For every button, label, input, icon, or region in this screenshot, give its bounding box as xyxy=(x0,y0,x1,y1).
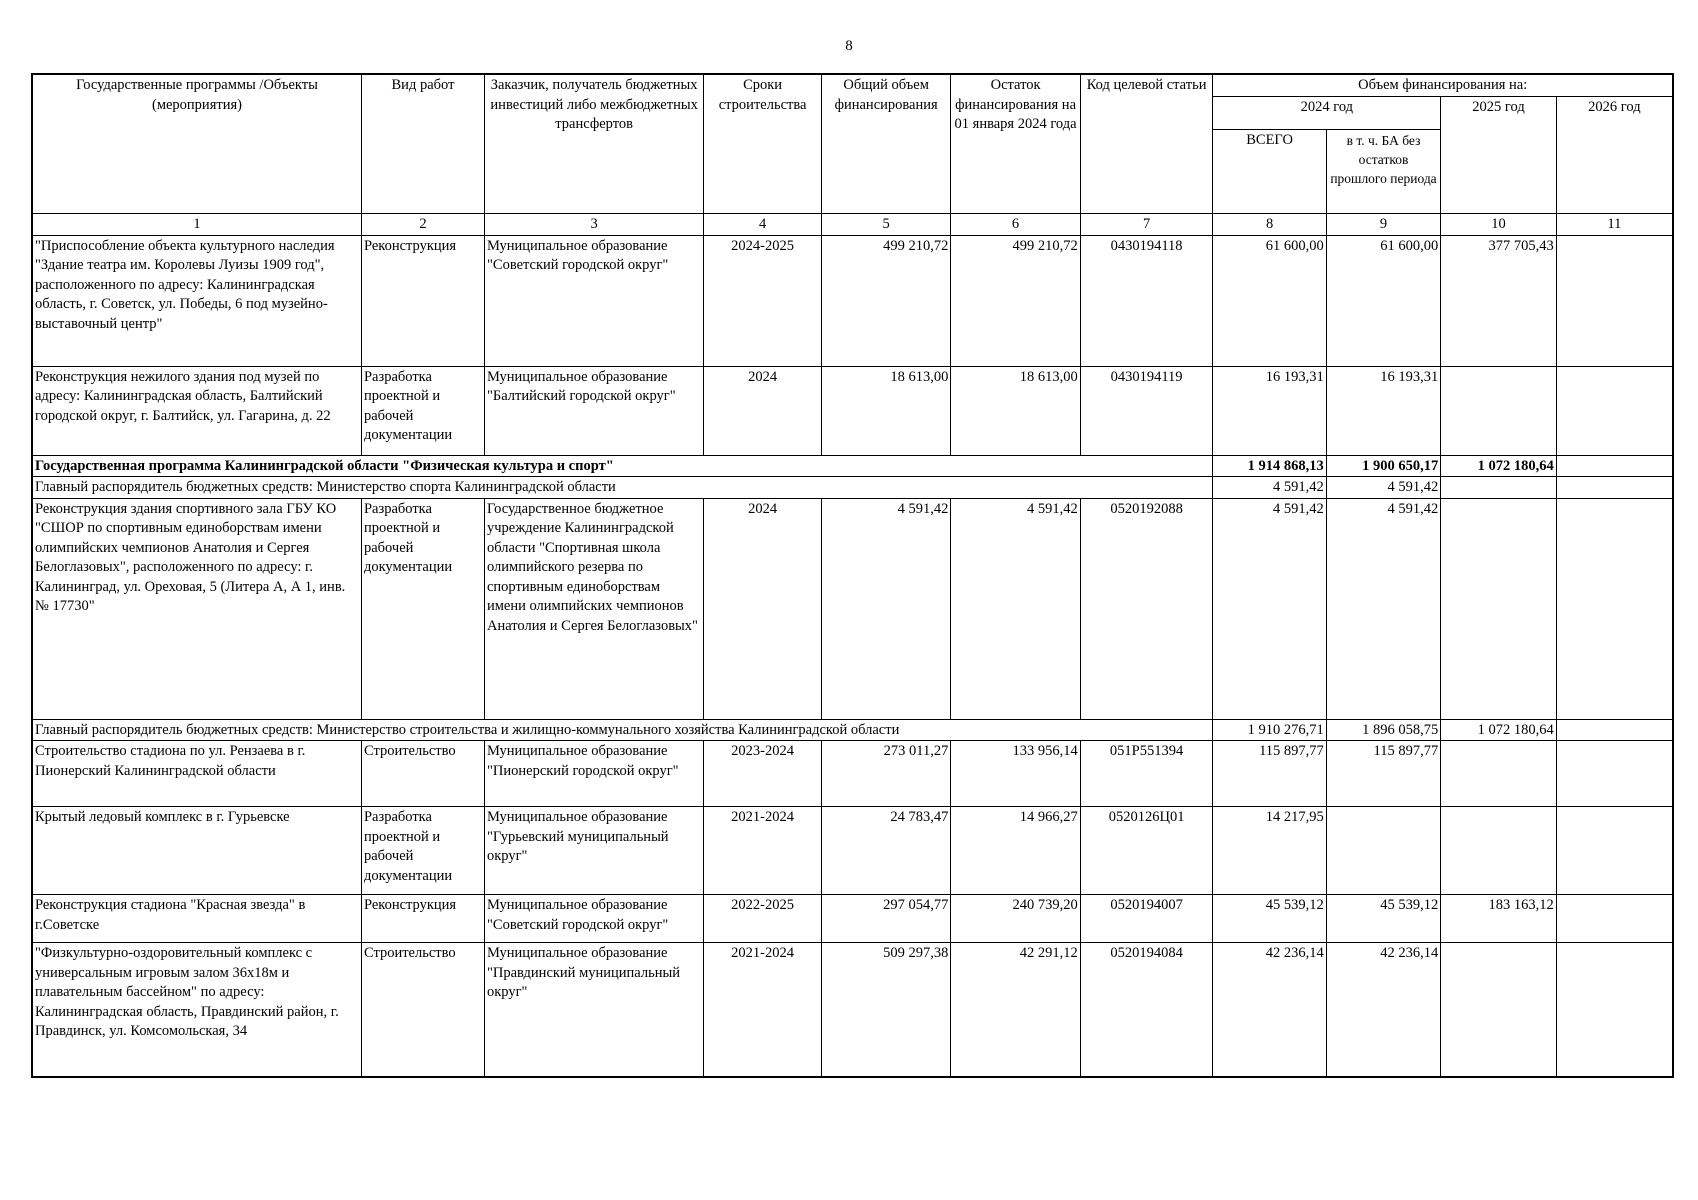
target-code: 0430194118 xyxy=(1080,235,1213,366)
header-total-2024: ВСЕГО xyxy=(1213,129,1326,213)
header-target-code: Код целевой статьи xyxy=(1080,74,1213,213)
total-financing: 297 054,77 xyxy=(821,895,950,943)
total-2024: 42 236,14 xyxy=(1213,943,1326,1077)
value-2025 xyxy=(1441,741,1557,807)
col-number: 10 xyxy=(1441,213,1557,235)
value-2026 xyxy=(1556,498,1673,719)
group-total-2024: 4 591,42 xyxy=(1213,477,1326,499)
value-2026 xyxy=(1556,895,1673,943)
table-row xyxy=(32,235,1673,366)
customer: Муниципальное образование "Гурьевский муниципальный округ" xyxy=(484,807,703,895)
construction-term: 2021-2024 xyxy=(704,943,822,1077)
remaining-financing: 499 210,72 xyxy=(951,235,1080,366)
value-2025 xyxy=(1441,943,1557,1077)
budget-holder-row xyxy=(32,719,1673,741)
group-value-2025: 1 072 180,64 xyxy=(1441,719,1557,741)
col-number: 9 xyxy=(1326,213,1440,235)
header-remaining-financing: Остаток финансирования на 01 января 2024 года xyxy=(951,74,1080,213)
remaining-financing: 4 591,42 xyxy=(951,498,1080,719)
remaining-financing: 14 966,27 xyxy=(951,807,1080,895)
value-2025 xyxy=(1441,498,1557,719)
col-number: 4 xyxy=(704,213,822,235)
table-row xyxy=(32,895,1673,943)
remaining-financing: 240 739,20 xyxy=(951,895,1080,943)
work-type: Реконструкция xyxy=(361,895,484,943)
ba-2024: 115 897,77 xyxy=(1326,741,1440,807)
target-code: 0520126Ц01 xyxy=(1080,807,1213,895)
col-number: 5 xyxy=(821,213,950,235)
object-name: Реконструкция здания спортивного зала ГБУ КО "СШОР по спортивным единоборствам имени олимпийских чемпионов Анатолия и Сергея Белоглазовых", расположенного по адресу: г. Калининград, ул. Ореховая, 5 (Литера А, А 1, инв. № 17730" xyxy=(32,498,361,719)
ba-2024: 4 591,42 xyxy=(1326,498,1440,719)
total-financing: 509 297,38 xyxy=(821,943,950,1077)
target-code: 051P551394 xyxy=(1080,741,1213,807)
column-numbers-row xyxy=(32,213,1673,235)
total-2024: 4 591,42 xyxy=(1213,498,1326,719)
total-2024: 115 897,77 xyxy=(1213,741,1326,807)
program-ba-2024: 1 900 650,17 xyxy=(1326,455,1440,477)
header-programs: Государственные программы /Объекты (мероприятия) xyxy=(32,74,361,213)
total-2024: 14 217,95 xyxy=(1213,807,1326,895)
col-number: 8 xyxy=(1213,213,1326,235)
work-type: Разработка проектной и рабочей документации xyxy=(361,807,484,895)
total-financing: 499 210,72 xyxy=(821,235,950,366)
value-2026 xyxy=(1556,807,1673,895)
total-financing: 4 591,42 xyxy=(821,498,950,719)
value-2025 xyxy=(1441,366,1557,455)
group-ba-2024: 1 896 058,75 xyxy=(1326,719,1440,741)
header-customer: Заказчик, получатель бюджетных инвестиций либо межбюджетных трансфертов xyxy=(484,74,703,213)
group-total-2024: 1 910 276,71 xyxy=(1213,719,1326,741)
col-number: 1 xyxy=(32,213,361,235)
total-2024: 45 539,12 xyxy=(1213,895,1326,943)
object-name: "Приспособление объекта культурного наследия "Здание театра им. Королевы Луизы 1909 год", расположенного по адресу: Калининградская область, г. Советск, ул. Победы, 6 под музейно-выставочный центр" xyxy=(32,235,361,366)
total-financing: 273 011,27 xyxy=(821,741,950,807)
group-value-2026 xyxy=(1556,477,1673,499)
header-year-2026: 2026 год xyxy=(1556,96,1673,213)
table-row xyxy=(32,498,1673,719)
construction-term: 2023-2024 xyxy=(704,741,822,807)
budget-holder-label: Главный распорядитель бюджетных средств: Министерство строительства и жилищно-коммунального хозяйства Калининградской области xyxy=(32,719,1213,741)
customer: Муниципальное образование "Советский городской округ" xyxy=(484,895,703,943)
header-work-type: Вид работ xyxy=(361,74,484,213)
target-code: 0520194084 xyxy=(1080,943,1213,1077)
table-row xyxy=(32,741,1673,807)
target-code: 0430194119 xyxy=(1080,366,1213,455)
program-total-2024: 1 914 868,13 xyxy=(1213,455,1326,477)
ba-2024: 61 600,00 xyxy=(1326,235,1440,366)
ba-2024: 45 539,12 xyxy=(1326,895,1440,943)
construction-term: 2022-2025 xyxy=(704,895,822,943)
col-number: 7 xyxy=(1080,213,1213,235)
object-name: Реконструкция стадиона "Красная звезда" в г.Советске xyxy=(32,895,361,943)
target-code: 0520194007 xyxy=(1080,895,1213,943)
group-ba-2024: 4 591,42 xyxy=(1326,477,1440,499)
col-number: 2 xyxy=(361,213,484,235)
table-row xyxy=(32,366,1673,455)
work-type: Реконструкция xyxy=(361,235,484,366)
construction-term: 2021-2024 xyxy=(704,807,822,895)
header-terms: Сроки строительства xyxy=(704,74,822,213)
table-row xyxy=(32,807,1673,895)
page-number: 8 xyxy=(845,38,853,54)
col-number: 6 xyxy=(951,213,1080,235)
customer: Муниципальное образование "Балтийский городской округ" xyxy=(484,366,703,455)
program-value-2026 xyxy=(1556,455,1673,477)
header-incl-ba: в т. ч. БА без остатков прошлого периода xyxy=(1326,129,1440,213)
construction-term: 2024 xyxy=(704,498,822,719)
value-2026 xyxy=(1556,366,1673,455)
program-value-2025: 1 072 180,64 xyxy=(1441,455,1557,477)
work-type: Разработка проектной и рабочей документации xyxy=(361,498,484,719)
col-number: 3 xyxy=(484,213,703,235)
header-row-1 xyxy=(32,74,1673,96)
ba-2024: 16 193,31 xyxy=(1326,366,1440,455)
program-title: Государственная программа Калининградской области "Физическая культура и спорт" xyxy=(32,455,1213,477)
value-2026 xyxy=(1556,235,1673,366)
total-2024: 61 600,00 xyxy=(1213,235,1326,366)
work-type: Строительство xyxy=(361,943,484,1077)
object-name: Строительство стадиона по ул. Рензаева в г. Пионерский Калининградской области xyxy=(32,741,361,807)
ba-2024 xyxy=(1326,807,1440,895)
value-2025: 377 705,43 xyxy=(1441,235,1557,366)
object-name: Крытый ледовый комплекс в г. Гурьевске xyxy=(32,807,361,895)
customer: Муниципальное образование "Советский городской округ" xyxy=(484,235,703,366)
customer: Муниципальное образование "Пионерский городской округ" xyxy=(484,741,703,807)
object-name: Реконструкция нежилого здания под музей по адресу: Калининградская область, Балтийский городской округ, г. Балтийск, ул. Гагарина, д. 22 xyxy=(32,366,361,455)
financing-table xyxy=(31,73,1674,1078)
header-total-financing: Общий объем финансирования xyxy=(821,74,950,213)
ba-2024: 42 236,14 xyxy=(1326,943,1440,1077)
header-year-2025: 2025 год xyxy=(1441,96,1557,213)
object-name: "Физкультурно-оздоровительный комплекс с универсальным игровым залом 36х18м и плавательным бассейном" по адресу: Калининградская область, Правдинский район, г. Правдинск, ул. Комсомольская, 34 xyxy=(32,943,361,1077)
group-value-2025 xyxy=(1441,477,1557,499)
value-2026 xyxy=(1556,741,1673,807)
customer: Государственное бюджетное учреждение Калининградской области "Спортивная школа олимпийского резерва по спортивным единоборствам имени олимпийских чемпионов Анатолия и Сергея Белоглазовых" xyxy=(484,498,703,719)
remaining-financing: 42 291,12 xyxy=(951,943,1080,1077)
construction-term: 2024-2025 xyxy=(704,235,822,366)
table-row xyxy=(32,943,1673,1077)
budget-holder-row xyxy=(32,477,1673,499)
header-year-2024: 2024 год xyxy=(1213,96,1441,129)
header-funding-volume: Объем финансирования на: xyxy=(1213,74,1673,96)
value-2025: 183 163,12 xyxy=(1441,895,1557,943)
value-2026 xyxy=(1556,943,1673,1077)
work-type: Разработка проектной и рабочей документации xyxy=(361,366,484,455)
group-value-2026 xyxy=(1556,719,1673,741)
col-number: 11 xyxy=(1556,213,1673,235)
total-financing: 18 613,00 xyxy=(821,366,950,455)
customer: Муниципальное образование "Правдинский муниципальный округ" xyxy=(484,943,703,1077)
work-type: Строительство xyxy=(361,741,484,807)
remaining-financing: 18 613,00 xyxy=(951,366,1080,455)
budget-holder-label: Главный распорядитель бюджетных средств: Министерство спорта Калининградской области xyxy=(32,477,1213,499)
total-2024: 16 193,31 xyxy=(1213,366,1326,455)
construction-term: 2024 xyxy=(704,366,822,455)
remaining-financing: 133 956,14 xyxy=(951,741,1080,807)
value-2025 xyxy=(1441,807,1557,895)
total-financing: 24 783,47 xyxy=(821,807,950,895)
target-code: 0520192088 xyxy=(1080,498,1213,719)
program-row xyxy=(32,455,1673,477)
